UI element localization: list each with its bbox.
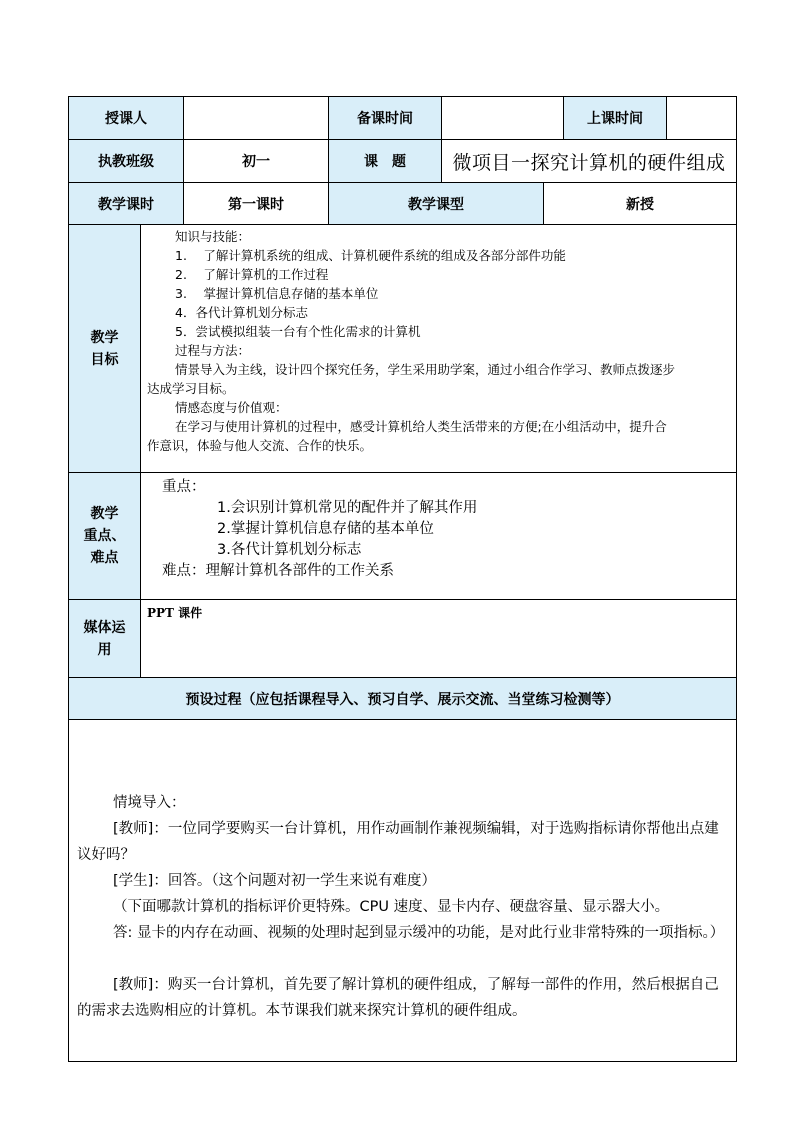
teacher-label: 授课人 [69, 97, 184, 140]
key-points-content [141, 473, 737, 600]
key-point-item: 3.各代计算机划分标志 [217, 542, 362, 558]
process-paragraph: [学生]：回答。（这个问题对初一学生来说有难度） [113, 873, 437, 889]
key-points-label: 教学 重点、 难点 [69, 473, 141, 600]
objective-line: 3. 掌握计算机信息存储的基本单位 [175, 286, 379, 301]
key-point-item: 2.掌握计算机信息存储的基本单位 [217, 521, 434, 537]
process-paragraph: 答: 显卡的内存在动画、视频的处理时起到显示缓冲的功能，是对此行业非常特殊的一项指标。） [113, 925, 725, 941]
class-time-value [667, 97, 737, 140]
media-row [69, 600, 737, 678]
objectives-content [141, 225, 737, 473]
objective-line: 作意识，体验与他人交流、合作的快乐。 [147, 438, 373, 453]
objective-line: 1. 了解计算机系统的组成、计算机硬件系统的组成及各部分部件功能 [175, 248, 566, 263]
objectives-row [69, 225, 737, 473]
objective-line: 达成学习目标。 [147, 381, 235, 396]
media-label: 媒体运 用 [69, 600, 141, 678]
class-value: 初一 [184, 140, 329, 183]
process-heading-row [69, 678, 737, 720]
objective-line: 在学习与使用计算机的过程中，感受计算机给人类生活带来的方便;在小组活动中，提升合 [175, 419, 667, 434]
topic-label: 课 题 [329, 140, 442, 183]
lesson-plan-table [68, 96, 737, 1062]
objective-line: 2. 了解计算机的工作过程 [175, 267, 329, 282]
key-points-heading: 重点： [162, 479, 206, 495]
lesson-plan-sheet [68, 96, 736, 1062]
process-heading: 预设过程（应包括课程导入、预习自学、展示交流、当堂练习检测等） [69, 678, 737, 720]
objective-line: 情感态度与价值观： [175, 400, 288, 415]
spacer [77, 946, 728, 972]
process-paragraph: 情境导入： [113, 795, 186, 811]
period-value: 第一课时 [184, 183, 329, 225]
type-label: 教学课型 [329, 183, 544, 225]
objective-line: 4．各代计算机划分标志 [175, 305, 308, 320]
prep-time-label: 备课时间 [329, 97, 442, 140]
media-value: PPT 课件 [141, 600, 737, 678]
objective-line: 情景导入为主线，设计四个探究任务，学生采用助学案，通过小组合作学习、教师点拨逐步 [175, 362, 676, 377]
process-paragraph: [教师]：购买一台计算机，首先要了解计算机的硬件组成，了解每一部件的作用，然后根据自己的需求去选购相应的计算机。本节课我们就来探究计算机的硬件组成。 [77, 977, 719, 1019]
process-paragraph: [教师]：一位同学要购买一台计算机，用作动画制作兼视频编辑，对于选购指标请你帮他出点建议好吗？ [77, 821, 719, 863]
objective-line: 过程与方法： [175, 343, 251, 358]
type-value: 新授 [544, 183, 737, 225]
objective-line: 5．尝试模拟组装一台有个性化需求的计算机 [175, 324, 421, 339]
process-row [69, 720, 737, 1062]
teacher-value [184, 97, 329, 140]
prep-time-value [442, 97, 564, 140]
class-time-label: 上课时间 [564, 97, 667, 140]
objective-line: 知识与技能： [175, 229, 251, 244]
period-label: 教学课时 [69, 183, 184, 225]
header-row-3 [69, 183, 737, 225]
difficulty-line: 难点：理解计算机各部件的工作关系 [162, 563, 394, 579]
header-row-1 [69, 97, 737, 140]
class-label: 执教班级 [69, 140, 184, 183]
header-row-2 [69, 140, 737, 183]
objectives-label: 教学 目标 [69, 225, 141, 473]
key-points-row [69, 473, 737, 600]
process-paragraph: （下面哪款计算机的指标评价更特殊。CPU 速度、显卡内存、硬盘容量、显示器大小。 [113, 899, 670, 915]
key-point-item: 1.会识别计算机常见的配件并了解其作用 [217, 500, 478, 516]
process-content [69, 720, 737, 1062]
topic-value: 微项目一探究计算机的硬件组成 [442, 140, 737, 183]
